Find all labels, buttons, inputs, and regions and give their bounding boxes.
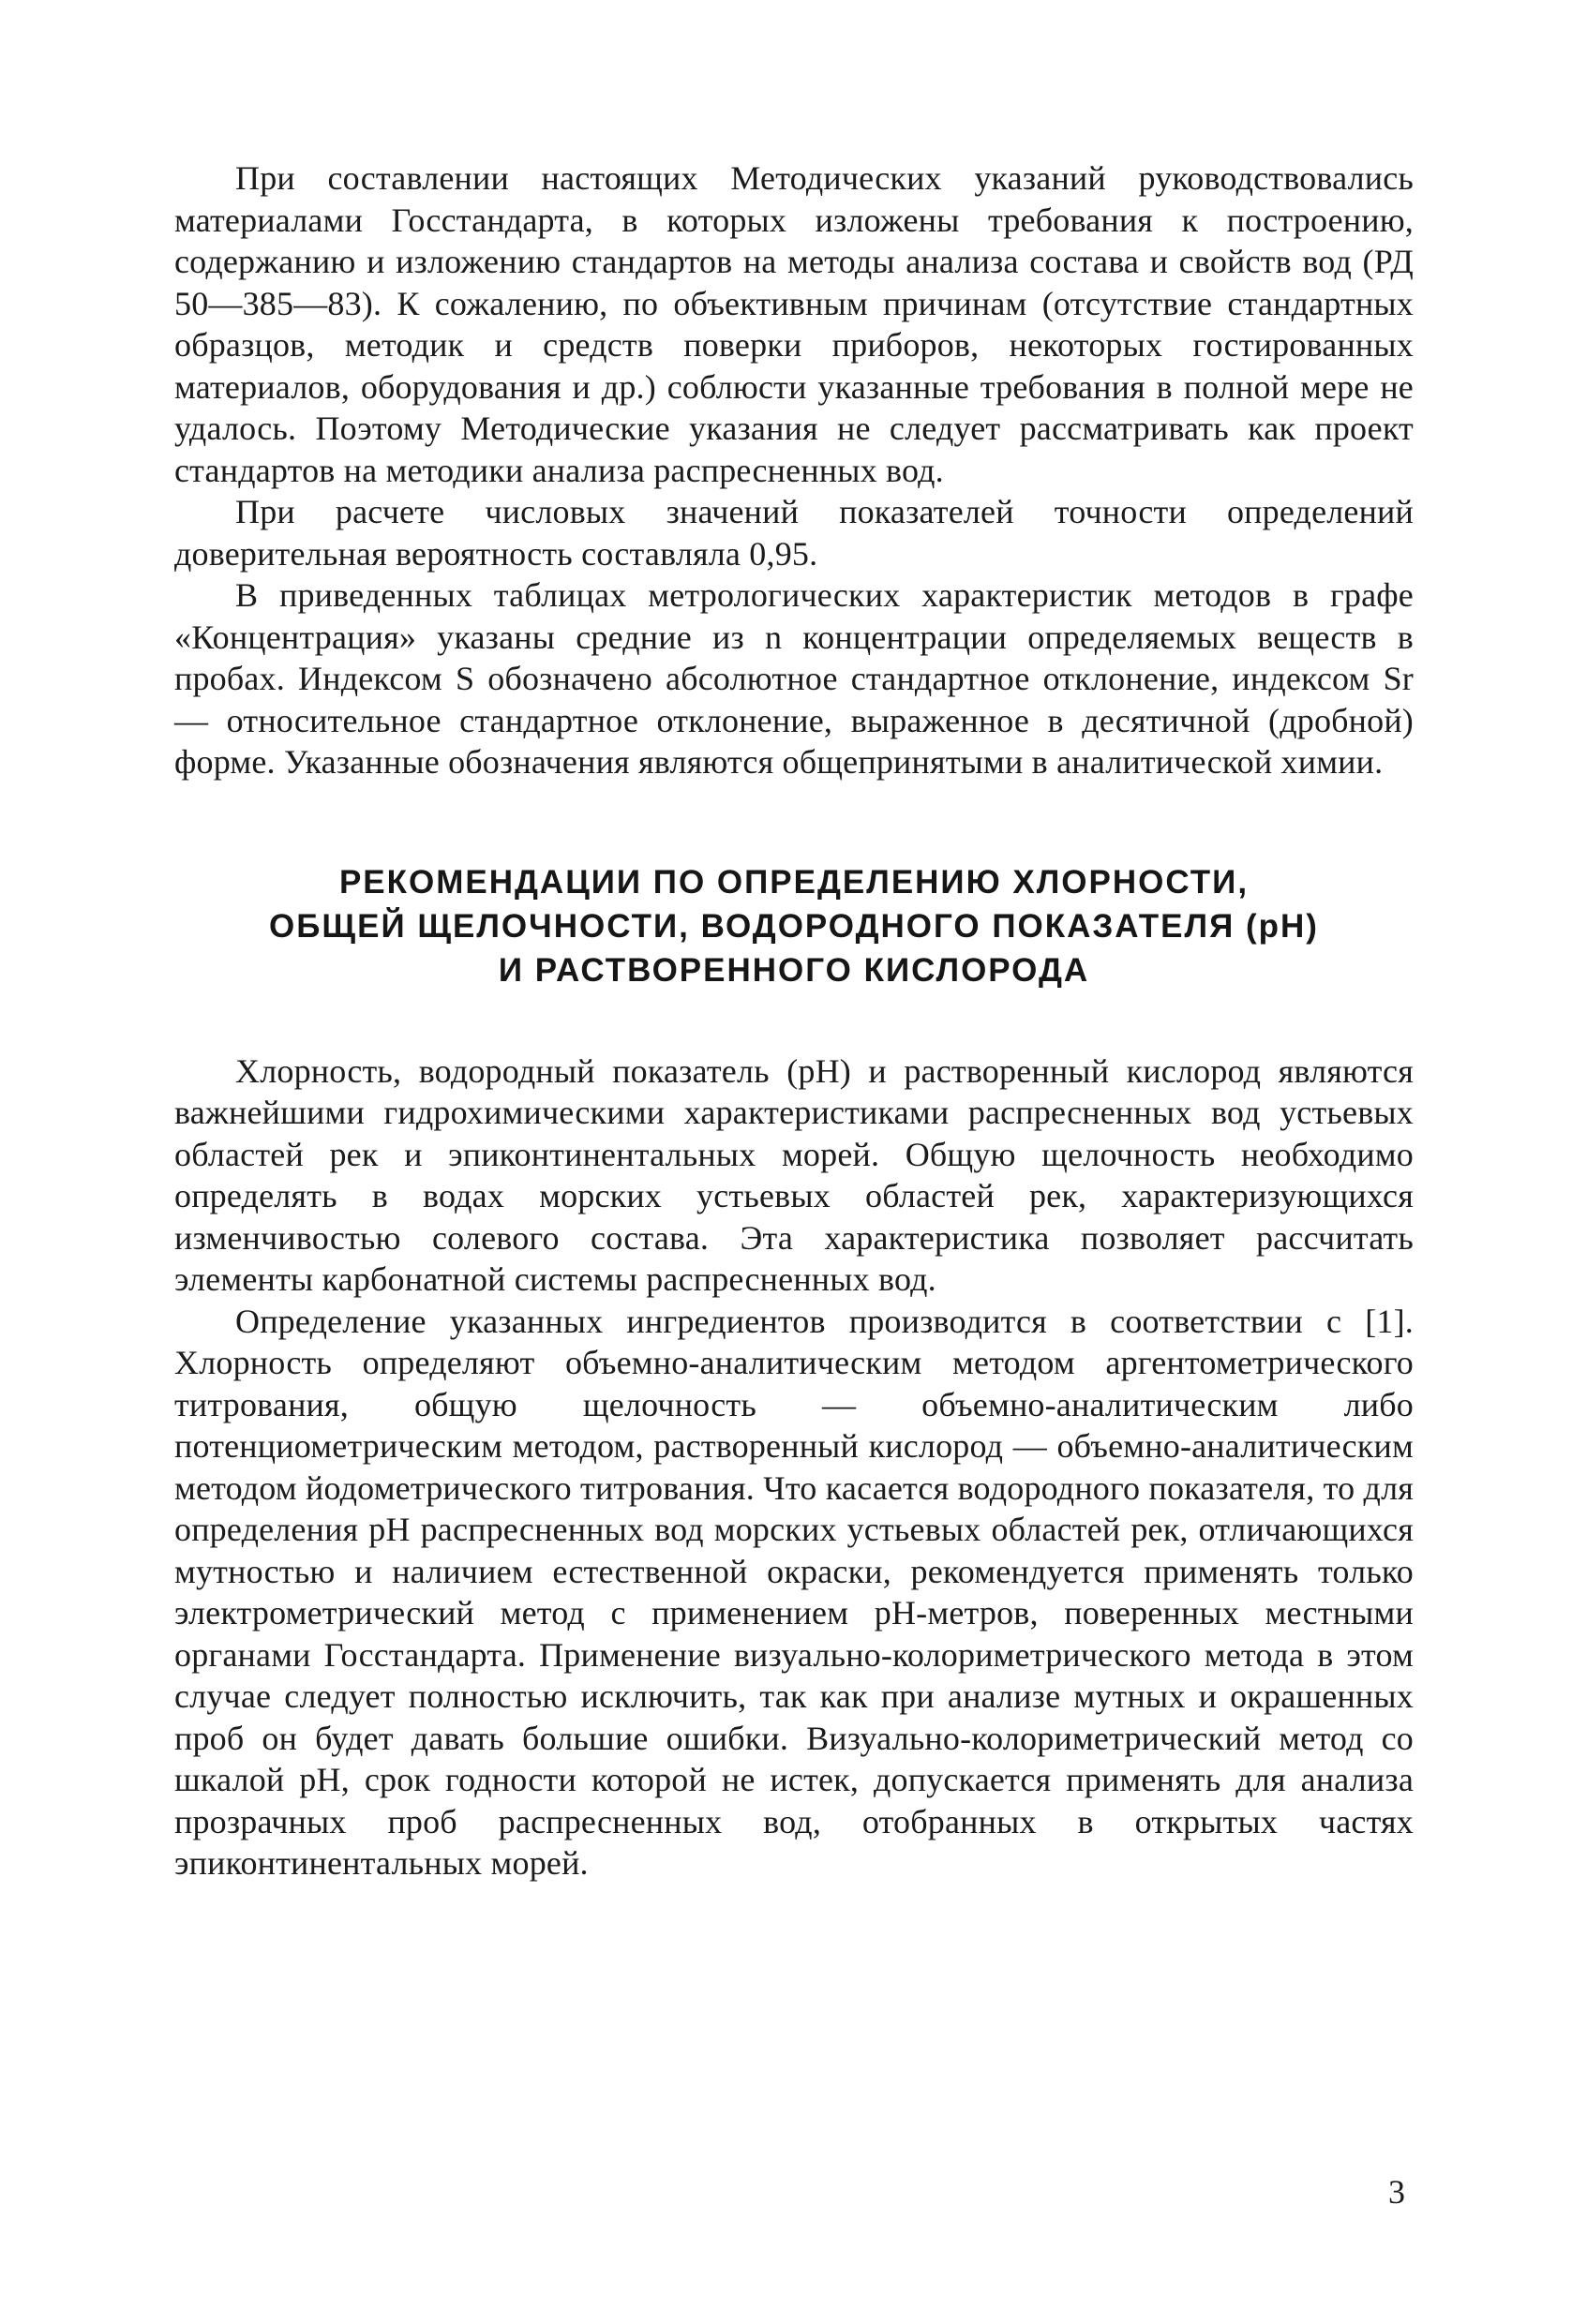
section-heading <box>174 860 1414 992</box>
intro-paragraph-1: При составлении настоящих Методических указаний руководствовались материалами Госстандарта, в которых изложены требования к построению, содержанию и изложению стандартов на методы анализа состава и свойств вод (РД 50—385—83). К сожалению, по объективным причинам (отсутствие стандартных образцов, методик и средств поверки приборов, некоторых гостированных материалов, оборудования и др.) соблюсти указанные требования в полной мере не удалось. Поэтому Методические указания не следует рассматривать как проект стандартов на методики анализа распресненных вод. <box>174 159 1414 489</box>
section-paragraph-2: Определение указанных ингредиентов производится в соответствии с [1]. Хлорность определяют объемно-аналитическим методом аргентометрического титрования, общую щелочность — объемно-аналитическим либо потенциометрическим методом, растворенный кислород — объемно-аналитическим методом йодометрического титрования. Что касается водородного показателя, то для определения pH распресненных вод морских устьевых областей рек, отличающихся мутностью и наличием естественной окраски, рекомендуется применять только электрометрический метод с применением pH-метров, поверенных местными органами Госстандарта. Применение визуально-колориметрического метода в этом случае следует полностью исключить, так как при анализе мутных и окрашенных проб он будет давать большие ошибки. Визуально-колориметрический метод со шкалой pH, срок годности которой не истек, допускается применять для анализа прозрачных проб распресненных вод, отобранных в открытых частях эпиконтинентальных морей. <box>174 1302 1414 1882</box>
page-number: 3 <box>1388 2173 1405 2211</box>
intro-section <box>174 157 1414 783</box>
intro-paragraph-3: В приведенных таблицах метрологических характеристик методов в графе «Концентрация» указаны средние из n концентрации определяемых веществ в пробах. Индексом S обозначено абсолютное стандартное отклонение, индексом Sr — относительное стандартное отклонение, выраженное в десятичной (дробной) форме. Указанные обозначения являются общепринятыми в аналитической химии. <box>174 576 1414 781</box>
section-paragraph-1: Хлорность, водородный показатель (pH) и растворенный кислород являются важнейшими гидрохимическими характеристиками распресненных вод устьевых областей рек и эпиконтинентальных морей. Общую щелочность необходимо определять в водах морских устьевых областей рек, характеризующихся изменчивостью солевого состава. Эта характеристика позволяет рассчитать элементы карбонатной системы распресненных вод. <box>174 1051 1414 1298</box>
section-heading-line-3: И РАСТВОРЕННОГО КИСЛОРОДА <box>498 951 1090 989</box>
recommendations-section <box>174 1050 1414 1885</box>
section-heading-line-1: РЕКОМЕНДАЦИИ ПО ОПРЕДЕЛЕНИЮ ХЛОРНОСТИ, <box>338 863 1250 901</box>
intro-paragraph-2: При расчете числовых значений показателей точности определений доверительная вероятность составляла 0,95. <box>174 493 1414 573</box>
section-heading-line-2: ОБЩЕЙ ЩЕЛОЧНОСТИ, ВОДОРОДНОГО ПОКАЗАТЕЛЯ (pH) <box>269 907 1319 945</box>
text-column <box>174 157 1414 1885</box>
